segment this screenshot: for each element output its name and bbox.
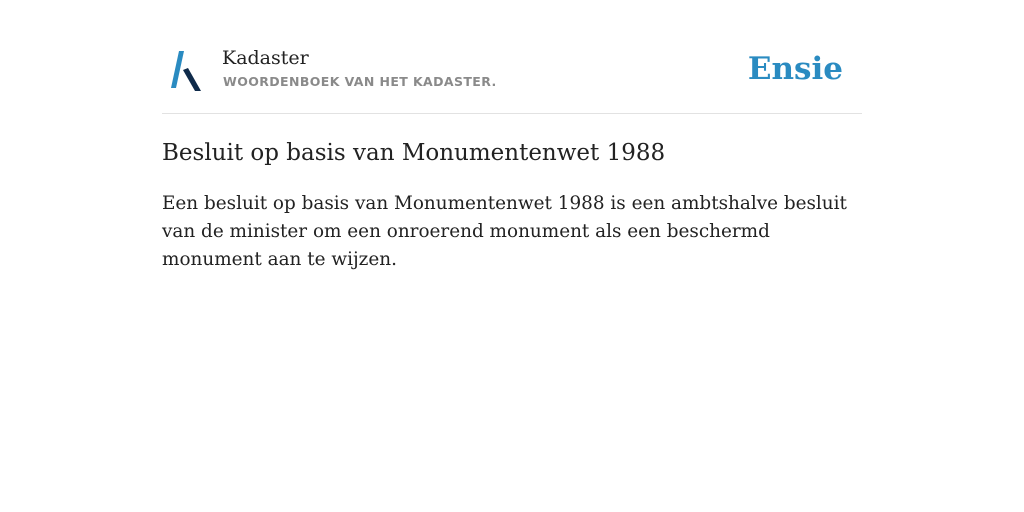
term-title: Besluit op basis van Monumentenwet 1988 <box>162 140 666 166</box>
kadaster-logo-icon[interactable] <box>170 51 202 91</box>
ensie-logo-link[interactable]: Ensie <box>747 51 843 87</box>
content-container <box>162 0 862 270</box>
term-definition: Een besluit op basis van Monumentenwet 1988 is een ambtshalve besluit van de minister om een onroerend monument als een beschermd monument aan te wijzen. <box>162 193 847 270</box>
site-header <box>162 0 862 114</box>
brand-tagline: WOORDENBOEK VAN HET KADASTER. <box>223 74 497 89</box>
brand-name[interactable]: Kadaster <box>222 47 309 69</box>
